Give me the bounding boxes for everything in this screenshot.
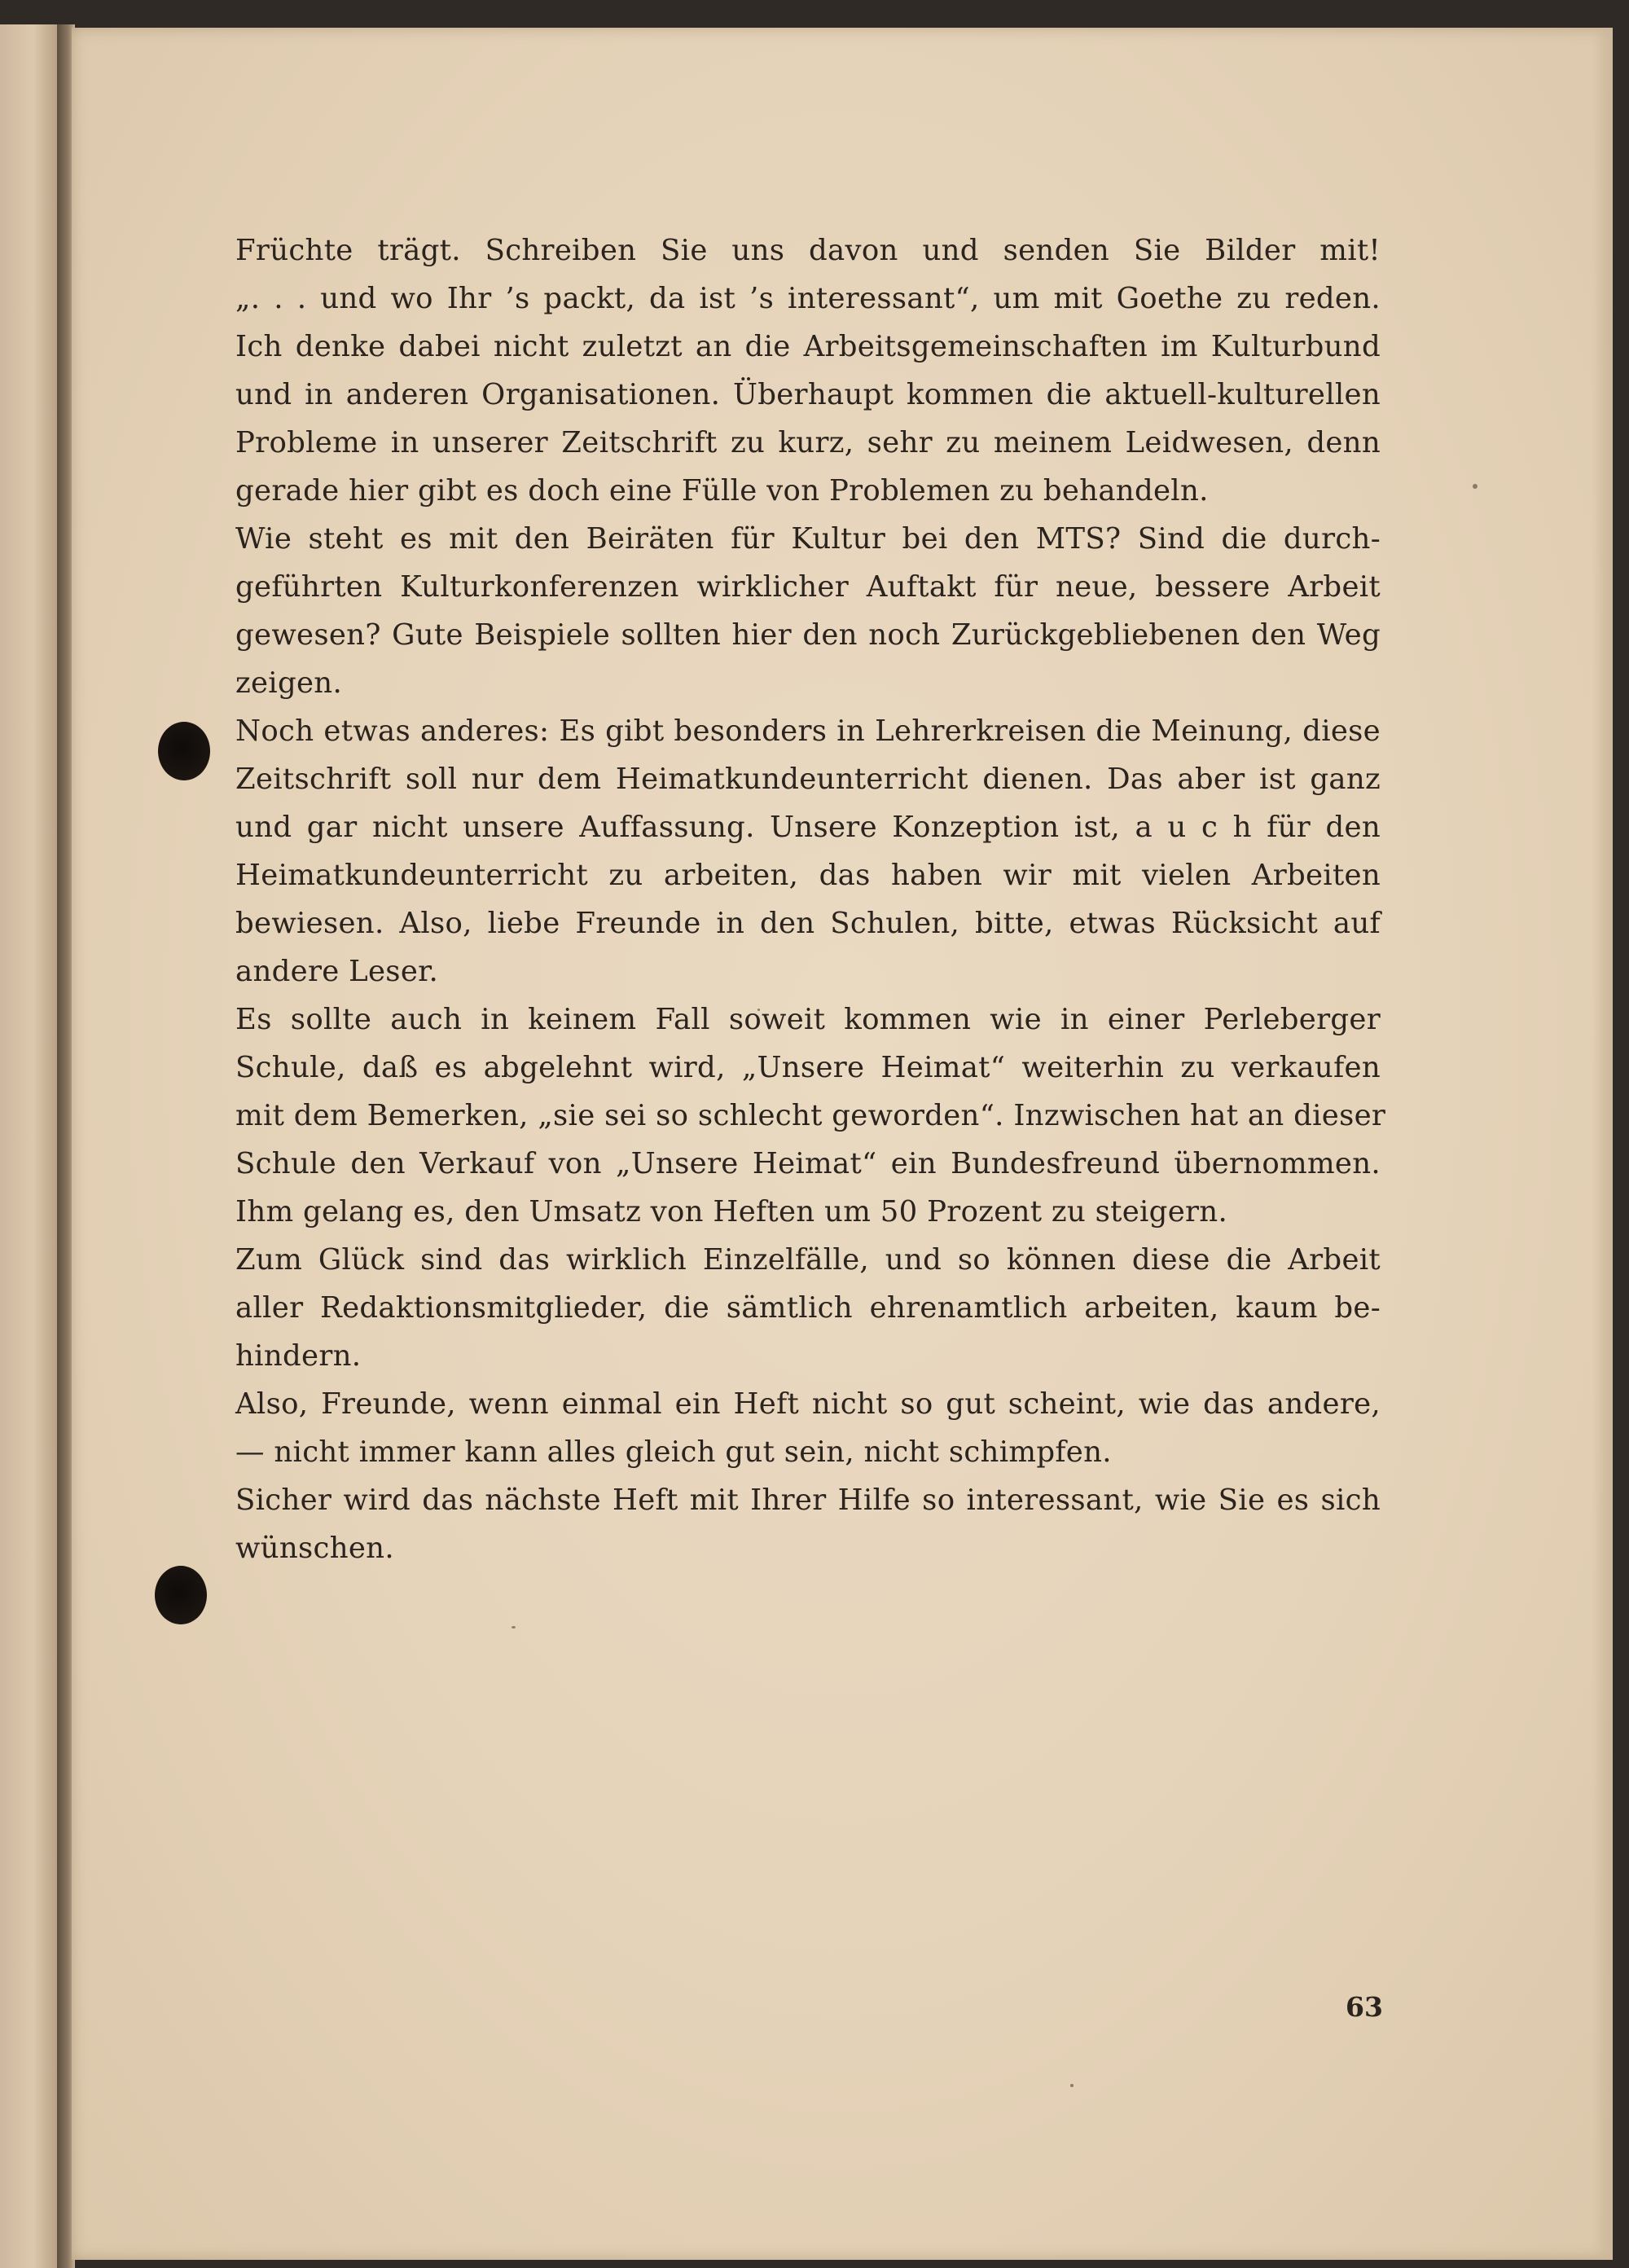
text-line: Sicher wird das nächste Heft mit Ihrer Hilfe so interessant, wie Sie es sich	[235, 1483, 1381, 1517]
text-line: und gar nicht unsere Auffassung. Unsere Konzeption ist, a u c h für den	[235, 811, 1381, 844]
paragraph	[235, 226, 1381, 515]
text-line: Schule, daß es abgelehnt wird, „Unsere Heimat“ weiterhin zu verkaufen	[235, 1051, 1381, 1084]
text-line: Zum Glück sind das wirklich Einzelfälle, und so können diese die Arbeit	[235, 1243, 1381, 1277]
paragraph	[235, 1236, 1381, 1380]
text-line: Zeitschrift soll nur dem Heimatkundeunterricht dienen. Das aber ist ganz	[235, 763, 1381, 796]
body-text	[235, 226, 1386, 1572]
text-line: Früchte trägt. Schreiben Sie uns davon und senden Sie Bilder mit!	[235, 234, 1381, 267]
text-line: mit dem Bemerken, „sie sei so schlecht geworden“. Inzwischen hat an dieser	[235, 1099, 1386, 1132]
punch-hole-lower	[155, 1566, 207, 1624]
paragraph	[235, 1380, 1381, 1476]
text-line: und in anderen Organisationen. Überhaupt kommen die aktuell-kulturellen	[235, 378, 1381, 411]
page-right-edge	[1592, 28, 1613, 2260]
paragraph	[235, 515, 1381, 707]
text-line: — nicht immer kann alles gleich gut sein, nicht schimpfen.	[235, 1435, 1112, 1469]
text-line: Heimatkundeunterricht zu arbeiten, das haben wir mit vielen Arbeiten	[235, 859, 1381, 892]
text-line: Also, Freunde, wenn einmal ein Heft nicht so gut scheint, wie das andere,	[235, 1387, 1381, 1421]
text-line: gerade hier gibt es doch eine Fülle von Problemen zu behandeln.	[235, 474, 1209, 508]
text-line: „. . . und wo Ihr ’s packt, da ist ’s interessant“, um mit Goethe zu reden.	[235, 282, 1381, 315]
text-line: geführten Kulturkonferenzen wirklicher Auftakt für neue, bessere Arbeit	[235, 570, 1381, 604]
text-line: andere Leser.	[235, 955, 439, 988]
text-line: Schule den Verkauf von „Unsere Heimat“ ein Bundesfreund übernommen.	[235, 1147, 1381, 1180]
text-line: Noch etwas anderes: Es gibt besonders in Lehrerkreisen die Meinung, diese	[235, 714, 1381, 748]
previous-page-edge	[0, 24, 60, 2268]
paragraph	[235, 1476, 1381, 1572]
text-line: Wie steht es mit den Beiräten für Kultur bei den MTS? Sind die durch-	[235, 522, 1381, 556]
paper-speck	[1473, 484, 1478, 489]
text-line: gewesen? Gute Beispiele sollten hier den noch Zurückgebliebenen den Weg	[235, 618, 1381, 652]
text-line: Probleme in unserer Zeitschrift zu kurz, sehr zu meinem Leidwesen, denn	[235, 426, 1381, 459]
page-number: 63	[1346, 1991, 1383, 2023]
text-line: wünschen.	[235, 1532, 394, 1565]
paper-speck	[1070, 2084, 1074, 2087]
paragraph	[235, 707, 1381, 996]
text-line: zeigen.	[235, 666, 343, 700]
paragraph	[235, 996, 1386, 1236]
punch-hole-upper	[158, 722, 210, 780]
text-line: bewiesen. Also, liebe Freunde in den Schulen, bitte, etwas Rücksicht auf	[235, 907, 1381, 940]
text-line: Ich denke dabei nicht zuletzt an die Arbeitsgemeinschaften im Kulturbund	[235, 330, 1381, 363]
text-line: Es sollte auch in keinem Fall soweit kommen wie in einer Perleberger	[235, 1003, 1381, 1036]
text-line: hindern.	[235, 1339, 362, 1373]
text-line: Ihm gelang es, den Umsatz von Heften um 50 Prozent zu steigern.	[235, 1195, 1228, 1228]
paper-speck	[512, 1626, 516, 1628]
text-line: aller Redaktionsmitglieder, die sämtlich ehrenamtlich arbeiten, kaum be-	[235, 1291, 1381, 1325]
